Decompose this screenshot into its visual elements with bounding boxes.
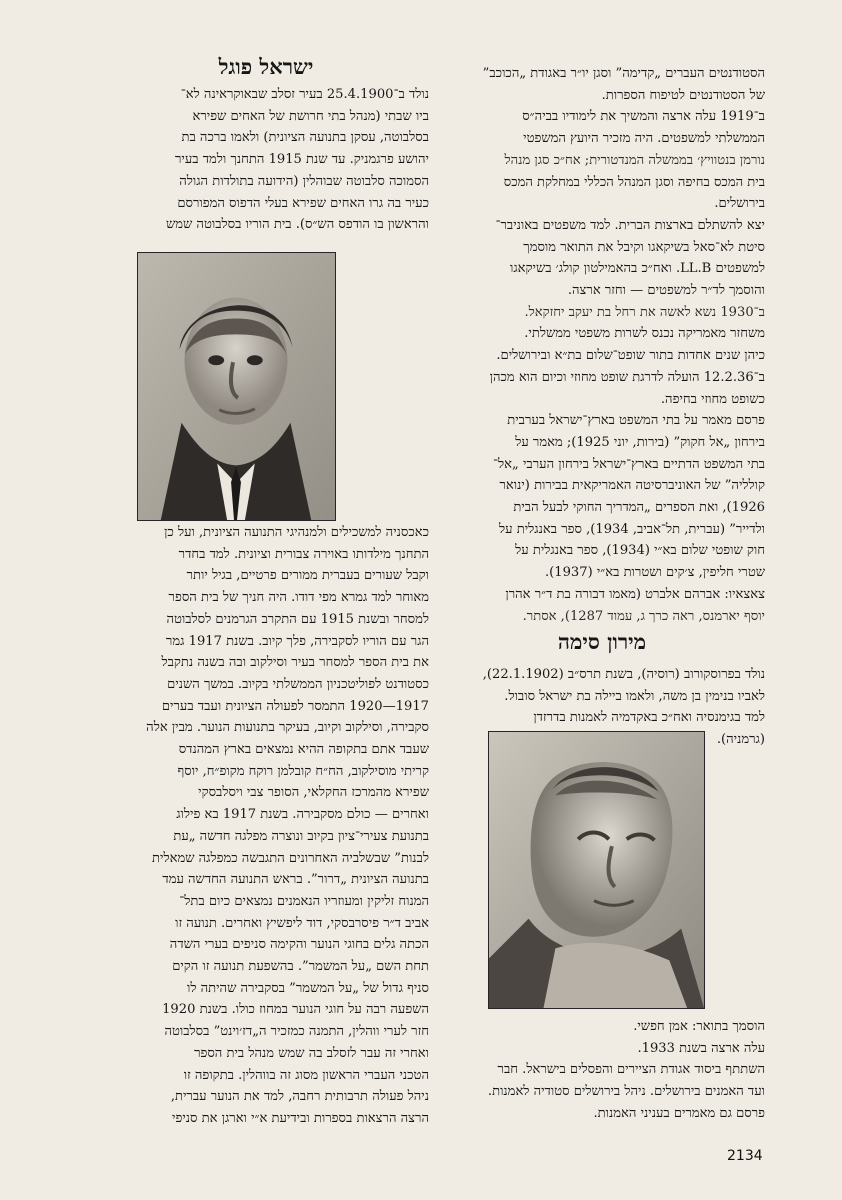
- right-p4-line-3: ב־12.2.36 הועלה לדרגת שופט מחוזי וכיום הוא מכהן: [489, 369, 765, 385]
- left-body-line-21: תחת השם „על המשמר”. בהשפעת תנועה זו הקים: [172, 959, 429, 975]
- left-body-line-2: התחנך מילדותו באוירה צבורית וציונית. למד בחדר: [178, 546, 429, 562]
- left-body-line-19: אביב ד״ר פיסרבסקי, דוד ליפשיץ ואחרים. תנועה זו: [175, 915, 429, 931]
- right-p4-line-4: כשופט מחוזי בחיפה.: [660, 391, 765, 407]
- left-intro-line-7: והראשון בו הודפס הש״ס). בית הוריו בסלבוטה שמש: [165, 217, 429, 233]
- left-title-wrap: [103, 56, 429, 77]
- left-body-line-13: שפירא מהמרכז החקלאי, הסופר צבי ויסלבסקי: [198, 785, 429, 801]
- left-body-line-20: הכתה גלים בחוגי הנוער והקימה סניפים בערי השדה: [169, 937, 429, 953]
- right-continued-line-1: הסטודנטים העברים „קדימה” וסגן יו״ר באגודת „הכוכב”: [482, 66, 765, 81]
- right-p1-line-4: בית המכס בחיפה וסגן המנהל הכללי במחלקת המכס: [503, 174, 765, 190]
- left-body-line-12: קריתי מוסילקוב, הח״ח קובלמן רוקח מקופ״ח, יוסף: [177, 763, 429, 779]
- right-second-intro-line-4: (גרמניה).: [716, 732, 765, 748]
- right-second-intro-line-2: לאביו בנימין בן משה, ולאמו ביילה בת ישראל סובול.: [504, 688, 765, 704]
- right-p2-line-3: למשפטים LL.B. ואח״כ בהאמילטון קולג׳ בשיקאגו: [509, 261, 765, 277]
- right-p2-line-2: סיטת לא־סאל בשיקאגו וקיבל את התואר מוסמך: [523, 239, 765, 255]
- right-top-block: [439, 63, 765, 627]
- right-p5-line-5: 1926), ואת הספרים „המדריך החוקי לבעל הבית: [513, 500, 765, 516]
- page-number: 2134: [727, 1148, 763, 1164]
- right-p2-line-4: והוסמך לד״ר למשפטים — וחזר ארצה.: [567, 283, 765, 299]
- right-second-bottom-line-2: עלה ארצה בשנת 1933.: [637, 1040, 765, 1056]
- left-body-line-22: סניף גדול של „על המשמר” בסקבירה שהיתה לו: [186, 980, 429, 996]
- left-intro-line-6: כעיר בה גרו האחים שפירא בעלי הדפוס המפורסם: [177, 195, 429, 211]
- right-second-intro-line-3: למד בגימנסיה ואח״כ באקדמיה לאמנות בדרזדן: [533, 710, 765, 726]
- left-intro-block: [103, 84, 429, 236]
- left-body-line-9: 1917—1920 התמסר לפעולה הציונית ועבד בערים: [161, 698, 429, 714]
- right-second-title: מירון סימה: [557, 629, 647, 654]
- left-body-line-3: וקבל שעורים בעברית ממורים פרטיים, בגיל יותר: [186, 568, 429, 584]
- right-second-bottom-line-5: פרסם גם מאמרים בעניני האמנות.: [593, 1105, 765, 1121]
- right-p4-line-1: משחזר מאמריקה נכנס לשרות משפטי ממשלתי.: [524, 326, 765, 342]
- left-body-line-28: הרצה הרצאות בספרות ובידיעת א״י וארגן את סניפי: [172, 1110, 429, 1126]
- right-p1-line-3: נורמן בנטוויץ׳ בממשלה המנדטורית; אח״כ סגן מנהל: [504, 152, 765, 168]
- left-body-line-24: חזר לערי ווהלין, התמנה כמזכיר ה„דז׳וינט” בסלבוטה: [164, 1024, 429, 1040]
- portrait-miron-sima: [488, 731, 705, 1009]
- right-continued-line-2: של הסטודנטים לטיפוח הספרות.: [601, 87, 765, 103]
- portrait-israel-fogel-image: [138, 253, 335, 520]
- right-p4-line-2: כיהן שנים אחדות בתור שופט־שלום בת״א ובירושלים.: [496, 348, 765, 364]
- left-body-line-6: הגר עם הוריו לסקבירה, פלך קיוב. בשנת 1917 גמר: [165, 633, 429, 649]
- right-second-bottom-block: [439, 1016, 765, 1125]
- left-title: ישראל פוגל: [218, 54, 314, 79]
- left-body-line-1: כאכסניה למשכילים ולמנהיגי התנועה הציונית, ועל כן: [164, 525, 429, 540]
- left-body-line-17: בתנועה הציונית „דרור”. בראש התנועה החדשה עמד: [162, 872, 429, 888]
- right-second-title-wrap: [439, 631, 765, 652]
- left-body-line-27: ניהל פעולה תרבותית רחבה, למד את הנוער עברית,: [170, 1089, 429, 1105]
- right-second-bottom-line-4: ועד האמנים בירושלים. ניהל בירושלים סטודיה לאמנות.: [487, 1084, 765, 1100]
- right-p1-line-1: ב־1919 עלה ארצה והמשיך את לימודיו בביה״ס: [522, 109, 765, 125]
- right-p5-line-8: שטרי חליפין, צ׳קים ושטרות בא״י (1937).: [544, 565, 765, 581]
- left-body-line-15: בתנועת צעירי־ציון בקיוב ונוצרה מפלגה חדשה „עת: [173, 828, 429, 844]
- right-p2-line-1: יצא להשתלם בארצות הברית. למד משפטים באוניבר־: [495, 217, 765, 233]
- left-body-line-14: ואחרים — כולם מסקבירה. בשנת 1917 בא פילוג: [176, 807, 429, 823]
- left-body-line-8: כסטודנט לפוליטכניון הממשלתי בקיוב. במשך השנים: [167, 676, 429, 692]
- left-body-line-23: השפעה רבה על חוגי הנוער במחוז כולו. בשנת 1920: [162, 1002, 429, 1018]
- right-second-bottom-line-1: הוסמך בתואר: אמן חפשי.: [633, 1019, 765, 1034]
- left-body-line-16: לבנות” שבשלביה האחרונים התגבשה כמפלגה שמאלית: [152, 850, 429, 866]
- right-p5-line-4: קולליה” של האוניברסיטה האמריקאית בבירות (ינואר: [499, 478, 765, 494]
- left-intro-line-3: בסלבוטה, עסקן בתנועה הציונית) ולאמו ברכה בת: [181, 130, 429, 146]
- right-p5-line-6: ולדייר” (עברית, תל־אביב, 1934), ספר באנגלית על: [499, 521, 765, 537]
- left-intro-line-5: הסמוכה סלבוטה שבוהלין (הידועה בתולדות הגולה: [179, 173, 429, 189]
- right-p6-line-2: יוסף יארמנס, ראה כרך ג, עמוד 1287), אסתר.: [522, 608, 765, 624]
- right-p5-line-1: פרסם מאמר על בתי המשפט בארץ־ישראל בערבית: [507, 413, 765, 429]
- left-body-line-4: מאוחר למד גמרא מפי דודו. היה חניך של בית הספר: [168, 590, 429, 606]
- left-intro-line-1: נולד ב־25.4.1900 בעיר זסלב שבאוקראינה לא־: [180, 87, 429, 102]
- left-body-line-5: למסחר ובשנת 1915 עם התקרב הגרמנים לסלבוטה: [166, 611, 429, 627]
- left-body-line-11: שעבד אתם בתקופה ההיא נמצאים בארץ המהנדס: [178, 742, 429, 758]
- left-body-line-25: ואחרי זה עבר לזסלב בה שמש מנהל בית הספר: [194, 1045, 429, 1061]
- right-p1-line-2: הממשלתי למשפטים. היה מזכיר היועץ המשפטי: [523, 131, 765, 147]
- right-p1-line-5: בירושלים.: [714, 196, 765, 212]
- right-p3-line-1: ב־1930 נשא לאשה את רחל בת יעקב יחזקאל.: [524, 304, 765, 320]
- right-second-bottom-line-3: השתתף ביסוד אגודת הציירים והפסלים בישראל. חבר: [497, 1062, 765, 1078]
- left-body-block: [103, 522, 429, 1130]
- right-p5-line-3: בתי המשפט הדתיים בארץ־ישראל בירחון הערבי „אל־: [493, 456, 765, 472]
- right-p6-line-1: צאצאיו: אברהם אלברט (מאמו דבורה בת ד״ר אהרן: [505, 586, 765, 602]
- right-p5-line-7: חוק שופטי שלום בא״י (1934), ספר באנגלית על: [515, 543, 765, 559]
- left-body-line-10: סקבירה, וסילקוב וקיוב, בעיקר בתנועות הנוער. מבין אלה: [146, 720, 429, 736]
- portrait-miron-sima-image: [489, 732, 704, 1008]
- portrait-israel-fogel: [137, 252, 336, 521]
- left-intro-line-4: יהושע פרגמניק. עד שנת 1915 התחנך ולמד בעיר: [175, 152, 429, 168]
- left-intro-line-2: ביו שבתי (מנהל בתי חרושת של האחים שפירא: [192, 108, 429, 124]
- left-body-line-18: המנוח זליקין ומעוזריו הנאמנים נמצאים כיום בתל־: [179, 893, 429, 909]
- right-p5-line-2: בירחון „אל חקוק” (בירות, יוני 1925); מאמר על: [515, 434, 765, 450]
- left-body-line-26: הטכני העברי הראשון מסוג זה בווהלין. בתקופה זו: [183, 1067, 429, 1083]
- right-second-intro-line-1: נולד בפרוסקורוב (רוסיה), בשנת תרס״ב (22.1.1902),: [482, 667, 765, 682]
- left-body-line-7: את בית הספר למסחר בעיר וסילקוב ובה בשנה נתקבל: [161, 655, 429, 671]
